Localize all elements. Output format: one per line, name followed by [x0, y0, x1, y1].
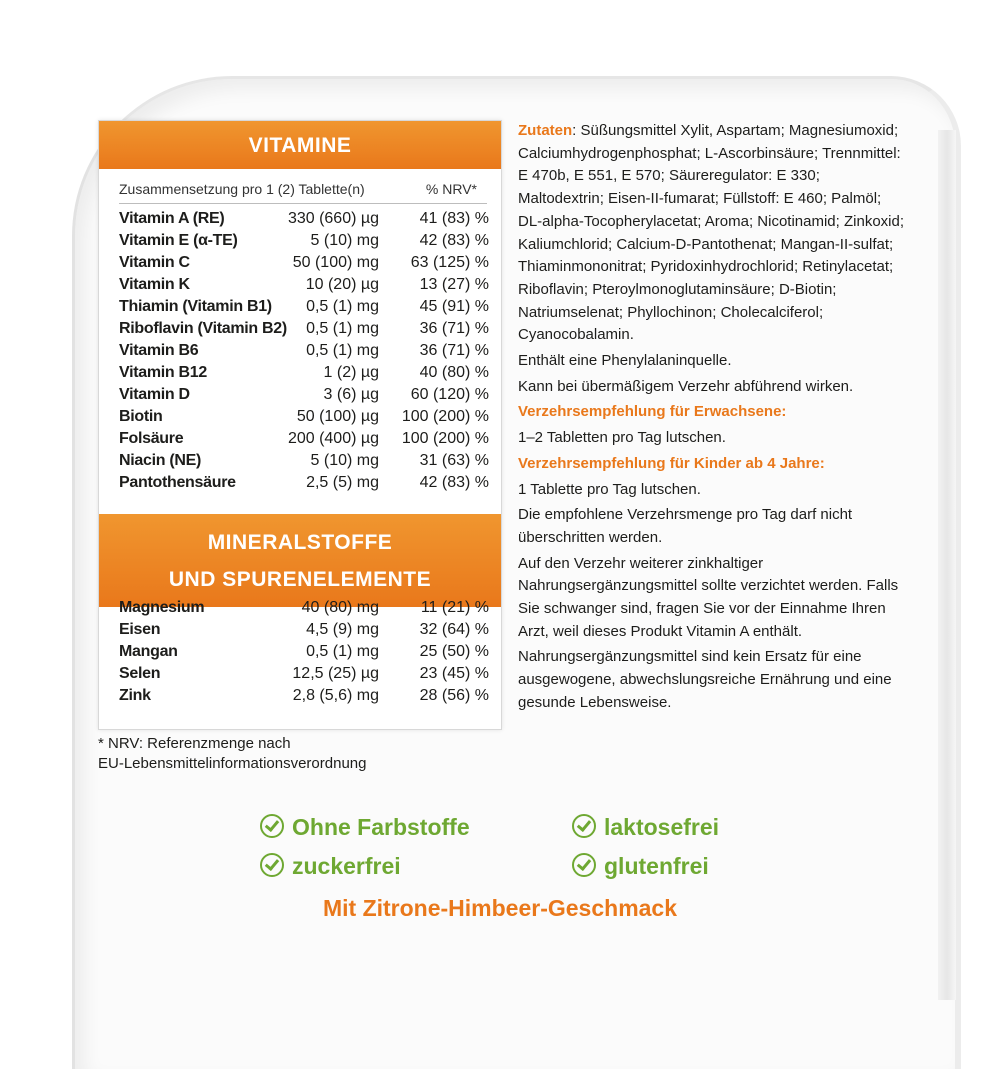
nutrient-amount: 4,5 (9) mg — [306, 621, 379, 638]
nutrient-name: Biotin — [119, 408, 163, 425]
table-row — [119, 362, 489, 384]
check-circle-icon — [260, 814, 284, 838]
table-row — [119, 663, 489, 685]
table-row — [119, 230, 489, 252]
table-row — [119, 296, 489, 318]
nutrient-name: Vitamin E (α-TE) — [119, 232, 238, 249]
minerals-heading-line2: UND SPURENELEMENTE — [168, 568, 432, 591]
nutrient-nrv: 36 (71) % — [419, 342, 489, 359]
table-row — [119, 384, 489, 406]
adult-dosage-text: 1–2 Tabletten pro Tag lutschen. — [518, 429, 726, 447]
nutrient-name: Mangan — [119, 643, 178, 660]
check-circle-icon — [572, 853, 596, 877]
nutrient-amount: 1 (2) µg — [323, 364, 379, 381]
table-row — [119, 619, 489, 641]
nutrient-nrv: 31 (63) % — [419, 452, 489, 469]
table-row — [119, 472, 489, 494]
nutrient-nrv: 63 (125) % — [410, 254, 489, 271]
badge-sugar-free — [260, 849, 401, 883]
nutrient-name: Thiamin (Vitamin B1) — [119, 298, 272, 315]
nutrient-nrv: 36 (71) % — [419, 320, 489, 337]
header-divider — [119, 203, 487, 204]
nutrient-amount: 2,8 (5,6) mg — [292, 687, 379, 704]
nutrient-name: Vitamin D — [119, 386, 190, 403]
composition-header — [119, 181, 487, 197]
nutrient-amount: 330 (660) µg — [287, 210, 379, 227]
nutrient-amount: 40 (80) mg — [301, 599, 379, 616]
nutrient-nrv: 45 (91) % — [419, 298, 489, 315]
nutrient-name: Pantothensäure — [119, 474, 236, 491]
check-circle-icon — [572, 814, 596, 838]
ingredients-label: Zutaten — [518, 122, 573, 139]
nutrient-nrv: 41 (83) % — [419, 210, 489, 227]
check-circle-icon — [260, 853, 284, 877]
laxative-note: Kann bei übermäßigem Verzehr abführend wirken. — [518, 377, 854, 395]
vitamins-heading: VITAMINE — [99, 121, 501, 169]
footnote-line1: * NRV: Referenzmenge nach — [98, 735, 291, 752]
nutrient-amount: 0,5 (1) mg — [306, 643, 379, 660]
package-edge — [938, 130, 956, 1000]
dose-warning: Die empfohlene Verzehrsmenge pro Tag darf nicht überschritten werden. — [518, 506, 853, 546]
nutrient-nrv: 42 (83) % — [419, 474, 489, 491]
badge-sugar-free-label: zuckerfrei — [292, 853, 401, 879]
nutrient-name: Vitamin B12 — [119, 364, 207, 381]
nutrient-name: Riboflavin (Vitamin B2) — [119, 320, 287, 337]
badge-gluten-free-label: glutenfrei — [604, 853, 709, 879]
nutrient-name: Vitamin C — [119, 254, 190, 271]
product-information — [518, 120, 904, 718]
nutrient-amount: 50 (100) mg — [292, 254, 379, 271]
nutrient-nrv: 25 (50) % — [419, 643, 489, 660]
table-row — [119, 208, 489, 230]
nutrient-nrv: 60 (120) % — [410, 386, 489, 403]
nutrient-name: Folsäure — [119, 430, 184, 447]
nutrient-amount: 5 (10) mg — [310, 452, 379, 469]
nrv-footnote — [98, 734, 438, 774]
table-row — [119, 274, 489, 296]
nutrient-nrv: 32 (64) % — [419, 621, 489, 638]
table-row — [119, 318, 489, 340]
nutrient-amount: 0,5 (1) mg — [306, 298, 379, 315]
table-row — [119, 340, 489, 362]
nutrient-amount: 200 (400) µg — [287, 430, 379, 447]
nutrient-name: Selen — [119, 665, 161, 682]
nutrient-amount: 0,5 (1) mg — [306, 320, 379, 337]
nutrient-amount: 50 (100) µg — [296, 408, 379, 425]
nutrient-name: Niacin (NE) — [119, 452, 202, 469]
nutrient-amount: 12,5 (25) µg — [292, 665, 379, 682]
composition-label: Zusammensetzung pro 1 (2) Tablette(n) — [119, 181, 365, 197]
table-row — [119, 641, 489, 663]
nutrient-nrv: 23 (45) % — [419, 665, 489, 682]
table-row — [119, 450, 489, 472]
flavor-claim: Mit Zitrone-Himbeer-Geschmack — [322, 895, 678, 921]
nutrient-amount: 2,5 (5) mg — [306, 474, 379, 491]
kids-dosage-text: 1 Tablette pro Tag lutschen. — [518, 480, 701, 498]
nutrient-nrv: 11 (21) % — [420, 599, 489, 616]
diet-note: Nahrungsergänzungsmittel sind kein Ersatz für eine ausgewogene, abwechslungsreiche Ernährung und eine gesunde Lebensweise. — [518, 648, 892, 711]
nutrient-nrv: 13 (27) % — [419, 276, 489, 293]
minerals-heading — [99, 514, 501, 607]
minerals-heading-line1: MINERALSTOFFE — [207, 531, 393, 554]
table-row — [119, 685, 489, 707]
table-row — [119, 252, 489, 274]
zinc-warning: Auf den Verzehr weiterer zinkhaltiger Nahrungsergänzungsmittel sollte verzichtet werden. Falls Sie schwanger sind, fragen Sie vor der Einnahme Ihren Arzt, weil dieses Produkt Vitamin A enthält. — [518, 554, 899, 640]
ingredients-text: : Süßungsmittel Xylit, Aspartam; Magnesiumoxid; Calciumhydrogenphosphat; L-Ascorbinsäure; Trennmittel: E 470b, E 551, E 570; Säureregulator: E 330; Maltodextrin; Eisen-II-fumarat; Füllstoff: E 460; Palmöl; DL-alpha-Tocopherylacetat; Aroma; Nicotinamid; Zinkoxid; Kaliumchlorid; Calcium-D-Pantothenat; Mangan-II-sulfat; Thiaminmononitrat; Pyridoxinhydrochlorid; Retinylacetat; Riboflavin; Pteroylmonoglutaminsäure; D-Biotin; Natriumselenat; Phyllochinon; Cholecalciferol; Cyanocobalamin. — [518, 122, 905, 344]
table-row — [119, 406, 489, 428]
nutrient-nrv: 100 (200) % — [401, 430, 489, 447]
nrv-label: % NRV* — [425, 181, 477, 197]
nutrition-table — [98, 120, 502, 730]
ingredients — [518, 120, 904, 347]
nutrient-nrv: 42 (83) % — [419, 232, 489, 249]
badge-lactose-free-label: laktosefrei — [604, 814, 720, 840]
nutrient-name: Vitamin B6 — [119, 342, 199, 359]
nutrient-amount: 3 (6) µg — [323, 386, 379, 403]
nutrient-name: Magnesium — [119, 599, 205, 616]
nutrient-name: Vitamin A (RE) — [119, 210, 225, 227]
table-row — [119, 428, 489, 450]
table-row — [119, 597, 489, 619]
nutrient-name: Zink — [119, 687, 151, 704]
product-claims — [260, 810, 800, 900]
nutrient-amount: 5 (10) mg — [310, 232, 379, 249]
nutrient-name: Eisen — [119, 621, 161, 638]
adult-dosage-heading: Verzehrsempfehlung für Erwachsene: — [518, 403, 787, 421]
nutrient-nrv: 100 (200) % — [401, 408, 489, 425]
badge-gluten-free — [572, 849, 709, 883]
nutrient-amount: 10 (20) µg — [305, 276, 379, 293]
badge-lactose-free — [572, 810, 719, 844]
nutrient-name: Vitamin K — [119, 276, 190, 293]
nutrient-amount: 0,5 (1) mg — [306, 342, 379, 359]
kids-dosage-heading: Verzehrsempfehlung für Kinder ab 4 Jahre: — [518, 454, 825, 472]
phenylalanine-note: Enthält eine Phenylalaninquelle. — [518, 352, 732, 370]
footnote-line2: EU-Lebensmittelinformationsverordnung — [98, 755, 367, 772]
badge-no-colorants — [260, 810, 470, 844]
nutrient-nrv: 40 (80) % — [419, 364, 489, 381]
badge-no-colorants-label: Ohne Farbstoffe — [292, 814, 470, 840]
nutrient-nrv: 28 (56) % — [419, 687, 489, 704]
